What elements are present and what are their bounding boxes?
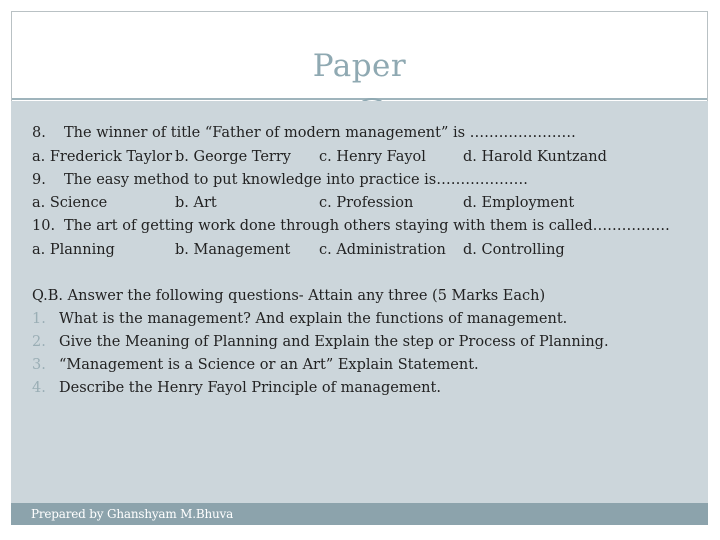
footer-credit: Prepared by Ghanshyam M.Bhuva [31, 507, 234, 521]
question-9 [32, 171, 528, 189]
option-b: b. Management [175, 242, 291, 258]
option-b: b. George Terry [175, 149, 291, 165]
option-c: c. Administration [319, 242, 446, 258]
option-d: d. Controlling [463, 242, 565, 258]
option-a: a. Frederick Taylor [32, 149, 173, 165]
qb-item-2 [32, 333, 609, 351]
option-d: d. Employment [463, 195, 575, 211]
list-text: What is the management? And explain the functions of management. [59, 311, 568, 327]
option-a: a. Science [32, 195, 108, 211]
question-8 [32, 124, 576, 142]
footer-bar [11, 503, 708, 525]
question-number: 9. [32, 172, 46, 188]
qb-item-3 [32, 356, 479, 374]
list-number: 4. [32, 380, 46, 396]
option-a: a. Planning [32, 242, 115, 258]
qb-item-1 [32, 310, 568, 328]
options-10 [32, 241, 682, 259]
question-text: The winner of title “Father of modern management” is …………………. [64, 125, 576, 141]
options-9 [32, 194, 682, 212]
question-text: The easy method to put knowledge into practice is………………. [64, 172, 528, 188]
option-d: d. Harold Kuntzand [463, 149, 607, 165]
list-number: 2. [32, 334, 46, 350]
option-c: c. Henry Fayol [319, 149, 426, 165]
question-number: 10. [32, 218, 56, 234]
question-text: The art of getting work done through others staying with them is called……………. [64, 218, 670, 234]
list-text: Describe the Henry Fayol Principle of management. [59, 380, 441, 396]
list-number: 1. [32, 311, 46, 327]
option-c: c. Profession [319, 195, 414, 211]
options-8 [32, 148, 682, 166]
list-text: “Management is a Science or an Art” Explain Statement. [59, 357, 479, 373]
qb-item-4 [32, 379, 441, 397]
option-b: b. Art [175, 195, 217, 211]
slide-title: Paper [312, 48, 407, 84]
list-number: 3. [32, 357, 46, 373]
title-divider [12, 98, 707, 100]
qb-heading: Q.B. Answer the following questions- Attain any three (5 Marks Each) [32, 288, 546, 304]
question-10 [32, 217, 670, 235]
content-area [11, 101, 708, 503]
list-text: Give the Meaning of Planning and Explain the step or Process of Planning. [59, 334, 609, 350]
question-number: 8. [32, 125, 46, 141]
